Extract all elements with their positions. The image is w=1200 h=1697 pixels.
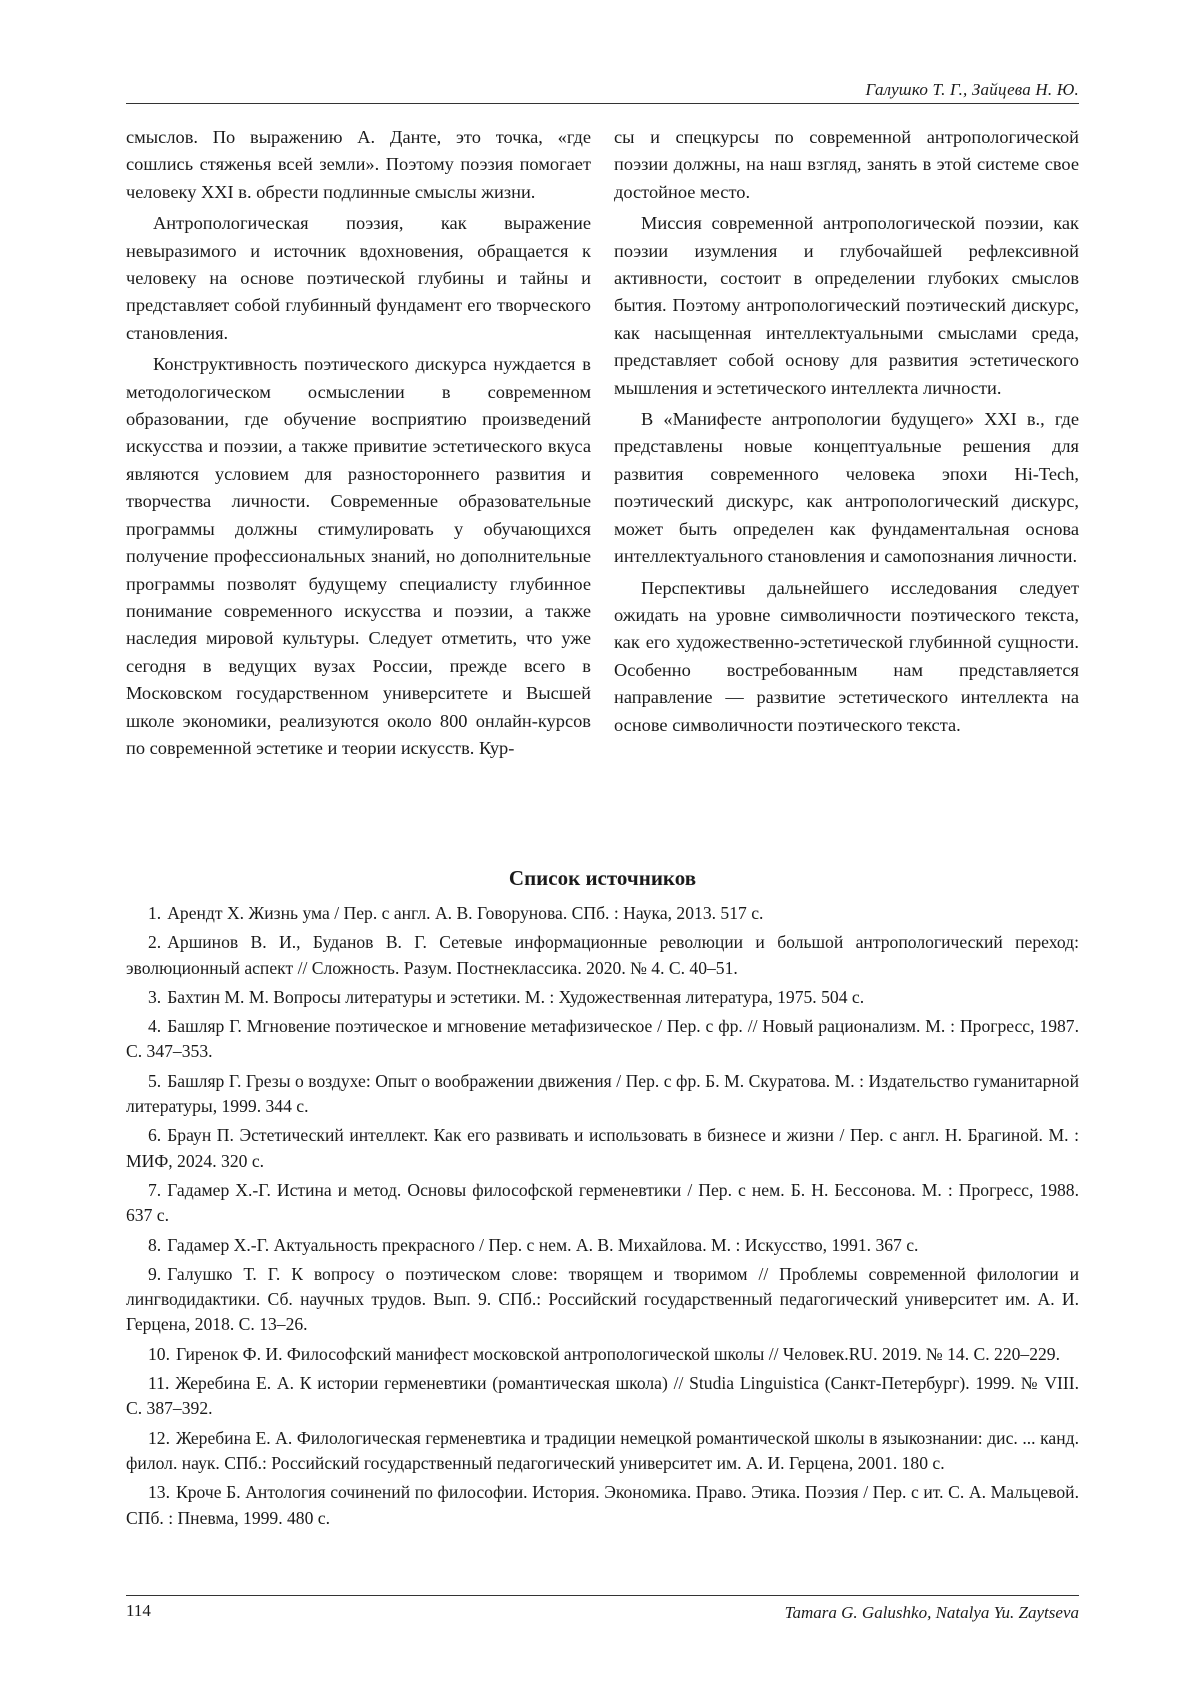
reference-text: Жеребина Е. А. Филологическая герменевтика и традиции немецкой романтической школы в языкознании: дис. ... канд. филол. наук. СПб.: Российский государственный педагогический университет им. А. И. Герцена, 2001. 180 с. <box>126 1427 1079 1473</box>
paragraph: Антропологическая поэзия, как выражение невыразимого и источник вдохновения, обращается к человеку на основе поэтической глубины и тайны и представляет собой глубинный фундамент его творческого становления. <box>126 213 591 343</box>
paragraph: Перспективы дальнейшего исследования следует ожидать на уровне символичности поэтического текста, как его художественно-эстетической глубинной сущности. Особенно востребованным нам представляется направление — развитие эстетического интеллекта на основе символичности поэтического текста. <box>614 577 1079 735</box>
reference-text: Гадамер Х.-Г. Актуальность прекрасного / Пер. с нем. А. В. Михайлова. М. : Искусство, 1991. 367 с. <box>167 1234 919 1255</box>
references-list <box>126 901 1079 1535</box>
reference-item <box>126 1123 1079 1174</box>
reference-number: 1. <box>148 903 162 923</box>
reference-number: 6. <box>148 1125 162 1146</box>
reference-number: 3. <box>148 986 162 1007</box>
references-title: Список источников <box>508 866 697 890</box>
right-column <box>614 124 1079 762</box>
reference-text: Галушко Т. Г. К вопросу о поэтическом слове: творящем и творимом // Проблемы современной филологии и лингводидактики. Сб. научных трудов. Вып. 9. СПб.: Российский государственный педагогический университет им. А. И. Герцена, 2018. С. 13–26. <box>126 1263 1079 1335</box>
reference-number: 11. <box>148 1373 170 1394</box>
reference-text: Кроче Б. Антология сочинений по философии. История. Экономика. Право. Этика. Поэзия / Пер. с ит. С. А. Мальцевой. СПб. : Пневма, 1999. 480 с. <box>126 1482 1079 1528</box>
footer-rule <box>126 1595 1079 1596</box>
running-head-authors: Галушко Т. Г., Зайцева Н. Ю. <box>865 80 1079 99</box>
reference-item <box>126 1069 1079 1120</box>
body-columns <box>126 124 1079 762</box>
left-column <box>126 124 591 762</box>
reference-number: 12. <box>148 1427 170 1448</box>
reference-item <box>126 1014 1079 1065</box>
reference-number: 7. <box>148 1179 162 1200</box>
paragraph: Конструктивность поэтического дискурса нуждается в методологическом осмыслении в современном образовании, где обучение восприятию произведений искусства и поэзии, а также привитие эстетического вкуса являются условием для разностороннего развития и творчества личности. Современные образовательные программы должны стимулировать у обучающихся получение профессиональных знаний, но дополнительные программы позволят будущему специалисту глубинное понимание современного искусства и поэзии, а также наследия мировой культуры. Следует отметить, что уже сегодня в ведущих вузах России, прежде всего в Московском государственном университете и Высшей школе экономики, реализуются около 800 онлайн-курсов по современной эстетике и теории искусств. Кур- <box>126 354 591 758</box>
reference-item <box>126 1178 1079 1229</box>
reference-item <box>126 1342 1079 1367</box>
reference-number: 9. <box>148 1263 162 1284</box>
reference-text: Гиренок Ф. И. Философский манифест московской антропологической школы // Человек.RU. 2019. № 14. С. 220–229. <box>176 1343 1061 1364</box>
reference-number: 2. <box>148 932 162 953</box>
reference-number: 4. <box>148 1016 162 1037</box>
reference-text: Башляр Г. Грезы о воздухе: Опыт о воображении движения / Пер. с фр. Б. М. Скуратова. М. : Издательство гуманитарной литературы, 1999. 344 с. <box>126 1070 1079 1117</box>
reference-item <box>126 1426 1079 1477</box>
paragraph: смыслов. По выражению А. Данте, это точка, «где сошлись стяженья всей земли». Поэтому поэзия помогает человеку XXI в. обрести подлинные смыслы жизни. <box>126 127 591 202</box>
footer-authors: Tamara G. Galushko, Natalya Yu. Zaytseva <box>784 1603 1079 1622</box>
paragraph: Миссия современной антропологической поэзии, как поэзии изумления и глубочайшей рефлексивной активности, состоит в определении глубоких смыслов бытия. Поэтому антропологический поэтический дискурс, как насыщенная интеллектуальными смыслами среда, представляет собой основу для развития эстетического мышления и эстетического интеллекта личности. <box>614 213 1079 398</box>
reference-text: Башляр Г. Мгновение поэтическое и мгновение метафизическое / Пер. с фр. // Новый рационализм. М. : Прогресс, 1987. С. 347–353. <box>126 1016 1079 1062</box>
reference-number: 13. <box>148 1482 170 1503</box>
paragraph: сы и спецкурсы по современной антропологической поэзии должны, на наш взгляд, занять в этой системе свое достойное место. <box>614 127 1079 202</box>
reference-item <box>126 901 1079 926</box>
paragraph: В «Манифесте антропологии будущего» XXI в., где представлены новые концептуальные решения для развития современного человека эпохи Hi-Tech, поэтический дискурс, как антропологический дискурс, может быть определен как фундаментальная основа интеллектуального становления и самопознания личности. <box>614 409 1079 567</box>
reference-text: Бахтин М. М. Вопросы литературы и эстетики. М. : Художественная литература, 1975. 504 с. <box>167 986 865 1007</box>
reference-number: 10. <box>148 1343 170 1364</box>
reference-number: 8. <box>148 1234 162 1255</box>
reference-item <box>126 1262 1079 1338</box>
reference-text: Браун П. Эстетический интеллект. Как его развивать и использовать в бизнесе и жизни / Пер. с англ. Н. Брагиной. М. : МИФ, 2024. 320 с. <box>126 1125 1079 1171</box>
reference-number: 5. <box>148 1070 162 1091</box>
reference-item <box>126 1480 1079 1531</box>
header-rule <box>126 103 1079 104</box>
reference-item <box>126 1371 1079 1422</box>
reference-text: Гадамер Х.-Г. Истина и метод. Основы философской герменевтики / Пер. с нем. Б. Н. Бессонова. М. : Прогресс, 1988. 637 с. <box>126 1179 1079 1226</box>
reference-text: Жеребина Е. А. К истории герменевтики (романтическая школа) // Studia Linguistica (Санкт-Петербург). 1999. № VIII. С. 387–392. <box>126 1373 1079 1419</box>
reference-text: Аршинов В. И., Буданов В. Г. Сетевые информационные революции и большой антропологический переход: эволюционный аспект // Сложность. Разум. Постнеклассика. 2020. № 4. С. 40–51. <box>126 932 1079 978</box>
reference-item <box>126 1233 1079 1258</box>
reference-item <box>126 985 1079 1010</box>
reference-text: Арендт Х. Жизнь ума / Пер. с англ. А. В. Говорунова. СПб. : Наука, 2013. 517 с. <box>167 903 764 923</box>
page-number: 114 <box>126 1601 151 1620</box>
reference-item <box>126 930 1079 981</box>
